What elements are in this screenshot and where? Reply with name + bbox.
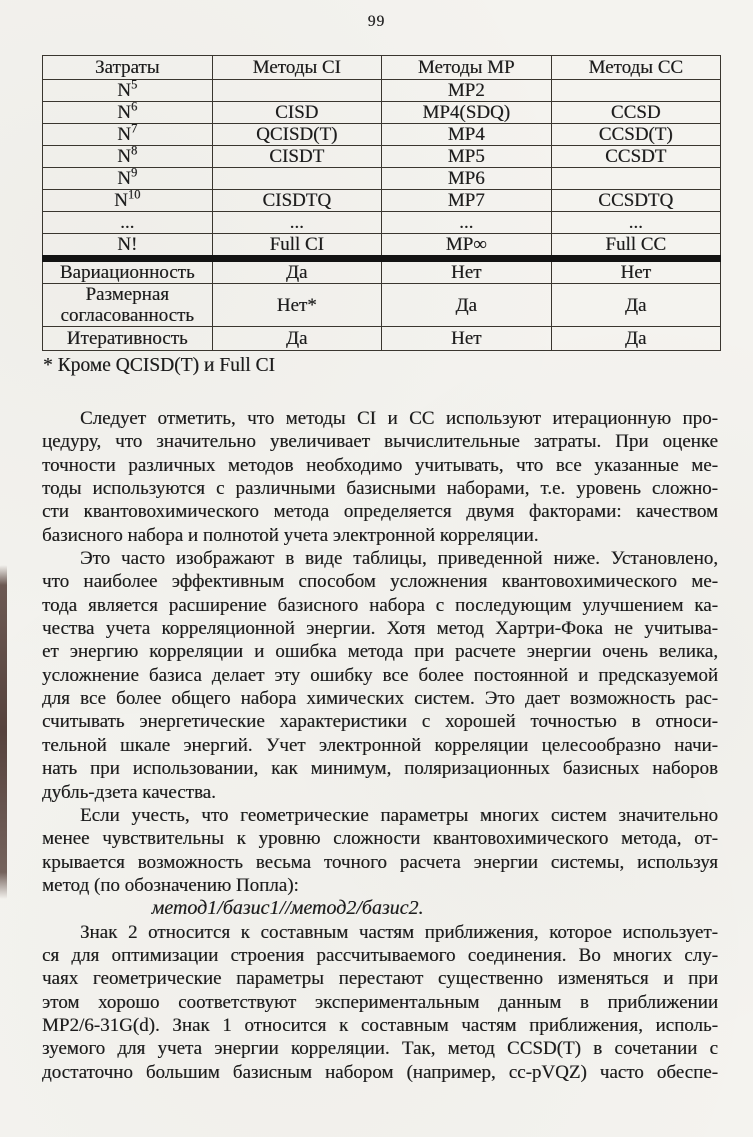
methods-comparison-table	[42, 55, 721, 351]
table-row	[43, 212, 721, 234]
cc-cell: Да	[551, 327, 721, 351]
text-line: Следует отметить, что методы CI и CC используют итерационную про-	[80, 408, 718, 429]
text-line: метод (по обозначению Попла):	[42, 874, 299, 896]
text-line: MP2/6-31G(d). Знак 1 относится к составным частям приближения, исполь-	[42, 1014, 718, 1036]
property-label: Вариационность	[43, 259, 213, 284]
text-line: тоды используются с различными базисными наборами, т.е. уровень сложно-	[42, 478, 718, 500]
text-line: базисного набора и полнотой учета электронной корреляции.	[42, 524, 539, 546]
cost-cell: $N^6$	[43, 102, 213, 124]
cc-cell: CCSDT	[551, 146, 721, 168]
mp-cell: MP7	[382, 190, 552, 212]
cost-cell: $N^{10}$	[43, 190, 213, 212]
cc-cell: CCSD(T)	[551, 124, 721, 146]
text-line: для все более общего набора химических систем. Это дает возможность рас-	[42, 688, 718, 710]
mp-cell: MP2	[382, 80, 552, 102]
cost-cell: N!	[43, 234, 213, 259]
cc-cell: CCSDTQ	[551, 190, 721, 212]
scanned-page	[0, 13, 753, 1137]
property-label: Итеративность	[43, 327, 213, 351]
cost-cell: $N^5$	[43, 80, 213, 102]
text-line: тельной шкале энергий. Учет электронной корреляции целесообразно начи-	[42, 734, 718, 756]
table-row	[43, 146, 721, 168]
mp-cell: Нет	[382, 259, 552, 284]
body-text	[42, 407, 718, 1084]
ci-cell	[212, 80, 382, 102]
text-line: точности различных методов необходимо учитывать, что все указанные ме-	[42, 454, 718, 476]
cc-cell: CCSD	[551, 102, 721, 124]
cc-cell	[551, 80, 721, 102]
cc-cell: Да	[551, 284, 721, 327]
text-line: Это часто изображают в виде таблицы, приведенной ниже. Установлено,	[80, 548, 718, 570]
mp-cell: MP∞	[382, 234, 552, 259]
cc-cell	[551, 168, 721, 190]
table-row-variational	[43, 259, 721, 284]
text-line: чаях геометрические параметры перестают существенно изменяться и при	[42, 968, 718, 990]
ci-cell: Да	[212, 259, 382, 284]
mp-cell: MP5	[382, 146, 552, 168]
mp-cell: ...	[382, 212, 552, 234]
table-header-row	[43, 56, 721, 80]
col-header-cc: Методы CC	[551, 56, 721, 80]
ci-cell: ...	[212, 212, 382, 234]
col-header-mp: Методы MP	[382, 56, 552, 80]
ci-cell: Full CI	[212, 234, 382, 259]
table-row-iterative	[43, 327, 721, 351]
table-row	[43, 124, 721, 146]
table-row	[43, 102, 721, 124]
table-row	[43, 80, 721, 102]
text-line: ся для оптимизации строения рассчитываемого соединения. Во многих слу-	[42, 944, 718, 966]
mp-cell: MP6	[382, 168, 552, 190]
cost-cell: $N^8$	[43, 146, 213, 168]
text-line: Если учесть, что геометрические параметры многих систем значительно	[80, 804, 718, 826]
text-line: чества учета корреляционной энергии. Хотя метод Хартри-Фока не учитыва-	[42, 618, 718, 640]
table-row	[43, 168, 721, 190]
text-line: считывать энергетические характеристики с хорошей точностью в относи-	[42, 711, 718, 733]
cc-cell: Нет	[551, 259, 721, 284]
cc-cell: Full CC	[551, 234, 721, 259]
text-line: нать при использовании, как минимум, поляризационных базисных наборов	[42, 758, 718, 780]
text-line: дубль-дзета качества.	[42, 781, 216, 803]
ci-cell: CISD	[212, 102, 382, 124]
mp-cell: MP4(SDQ)	[382, 102, 552, 124]
scan-edge-artifact	[0, 565, 7, 899]
text-line: Знак 2 относится к составным частям приближения, которое использует-	[80, 921, 718, 943]
col-header-cost: Затраты	[43, 56, 213, 80]
pople-notation-formula: метод1/базис1//метод2/базис2.	[151, 897, 424, 920]
ci-cell: Да	[212, 327, 382, 351]
cc-cell: ...	[551, 212, 721, 234]
ci-cell: CISDTQ	[212, 190, 382, 212]
text-line: зуемого для учета энергии корреляции. Так, метод CCSD(T) в сочетании с	[42, 1038, 718, 1060]
mp-cell: MP4	[382, 124, 552, 146]
text-line: ет энергию корреляции и ошибка метода при расчете энергии очень велика,	[42, 641, 718, 663]
text-line: достаточно большим базисным набором (например, cc-pVQZ) часто обеспе-	[42, 1061, 718, 1083]
text-line: что наиболее эффективным способом усложнения квантовохимического ме-	[42, 571, 718, 593]
cost-cell: $N^9$	[43, 168, 213, 190]
text-line: крывается возможность весьма точного расчета энергии системы, используя	[42, 851, 718, 873]
table-row	[43, 190, 721, 212]
ci-cell: QCISD(T)	[212, 124, 382, 146]
text-line: сти квантовохимического метода определяется двумя факторами: качеством	[42, 501, 718, 523]
text-line: цедуру, что значительно увеличивает вычислительные затраты. При оценке	[42, 431, 718, 453]
ci-cell	[212, 168, 382, 190]
text-line: усложнение базиса делает эту ошибку все более постоянной и предсказуемой	[42, 664, 718, 686]
ci-cell: CISDT	[212, 146, 382, 168]
text-line: менее чувствительны к уровню сложности квантовохимического метода, от-	[42, 828, 718, 850]
cost-cell: $N^7$	[43, 124, 213, 146]
text-line: этом хорошо соответствуют экспериментальным данным в приближении	[42, 991, 718, 1013]
text-line: тода является расширение базисного набора с последующим улучшением ка-	[42, 594, 718, 616]
page-number: 99	[367, 13, 386, 30]
property-label: Размерная согласованность	[43, 284, 213, 327]
table-footnote: * Кроме QCISD(T) и Full CI	[43, 355, 276, 376]
ci-cell: Нет*	[212, 284, 382, 327]
table-row-size-consistency	[43, 284, 721, 327]
mp-cell: Да	[382, 284, 552, 327]
cost-cell: ...	[43, 212, 213, 234]
table-row	[43, 234, 721, 259]
col-header-ci: Методы CI	[212, 56, 382, 80]
mp-cell: Нет	[382, 327, 552, 351]
